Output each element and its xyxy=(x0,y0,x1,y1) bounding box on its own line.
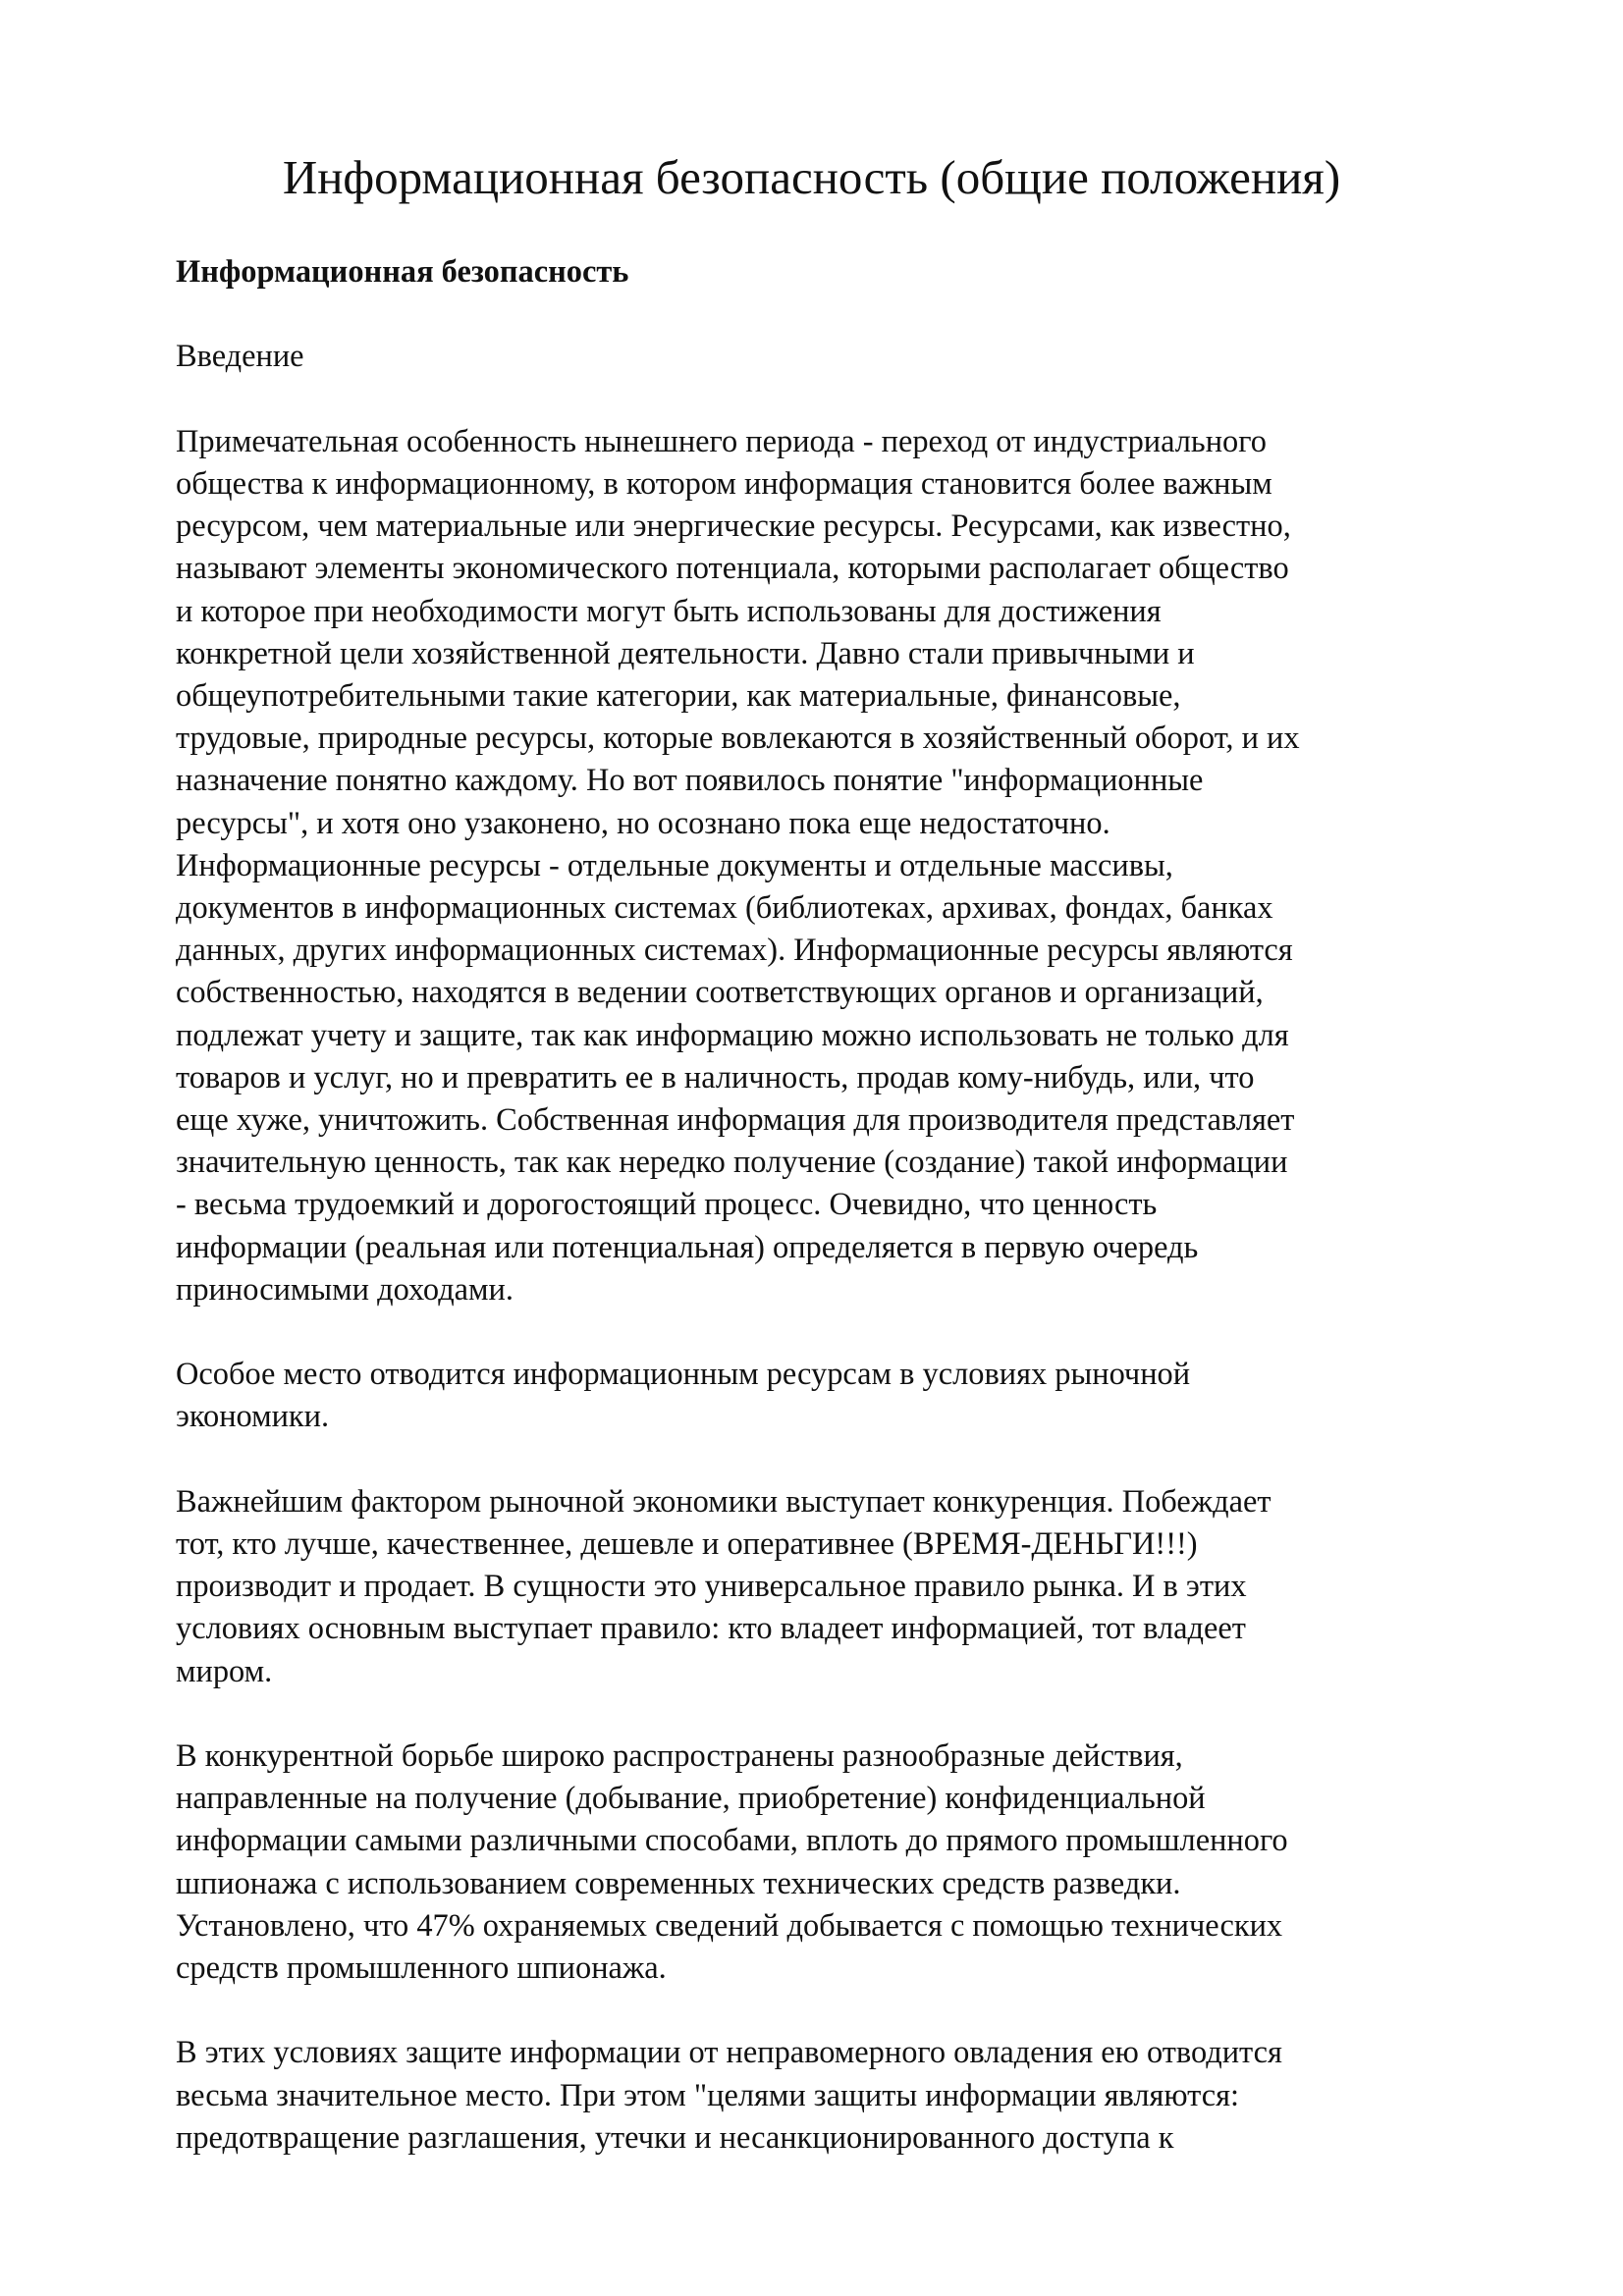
text-line: производит и продает. В сущности это универсальное правило рынка. И в этих xyxy=(176,1569,1247,1605)
text-line: Важнейшим фактором рыночной экономики выступает конкуренция. Побеждает xyxy=(176,1483,1271,1520)
text-line: тот, кто лучше, качественнее, дешевле и оперативнее (ВРЕМЯ-ДЕНЬГИ!!!) xyxy=(176,1526,1198,1563)
paragraph xyxy=(176,1735,1523,1990)
text-line: конкретной цели хозяйственной деятельности. Давно стали привычными и xyxy=(176,635,1195,671)
text-line: - весьма трудоемкий и дорогостоящий процесс. Очевидно, что ценность xyxy=(176,1187,1158,1223)
text-line: В конкурентной борьбе широко распространены разнообразные действия, xyxy=(176,1738,1183,1775)
text-line: Установлено, что 47% охраняемых сведений добывается с помощью технических xyxy=(176,1907,1283,1944)
text-line: трудовые, природные ресурсы, которые вовлекаются в хозяйственный оборот, и их xyxy=(176,721,1300,757)
text-line: данных, других информационных системах). Информационные ресурсы являются xyxy=(176,933,1293,969)
document-title: Информационная безопасность (общие положения) xyxy=(282,150,1341,204)
text-line: значительную ценность, так как нередко получение (создание) такой информации xyxy=(176,1145,1288,1181)
text-line: общеупотребительными такие категории, как материальные, финансовые, xyxy=(176,678,1181,714)
text-line: Примечательная особенность нынешнего периода - переход от индустриального xyxy=(176,423,1267,459)
text-line: предотвращение разглашения, утечки и несанкционированного доступа к xyxy=(176,2119,1174,2156)
text-line: миром. xyxy=(176,1653,273,1689)
text-line: общества к информационному, в котором информация становится более важным xyxy=(176,465,1272,502)
text-line: Особое место отводится информационным ресурсам в условиях рыночной xyxy=(176,1357,1191,1393)
text-line: собственностью, находятся в ведении соответствующих органов и организаций, xyxy=(176,975,1264,1011)
text-line: средств промышленного шпионажа. xyxy=(176,1950,667,1987)
paragraph xyxy=(176,1354,1523,1438)
text-line: документов в информационных системах (библиотеках, архивах, фондах, банках xyxy=(176,890,1273,927)
text-line: подлежат учету и защите, так как информацию можно использовать не только для xyxy=(176,1017,1289,1053)
text-line: ресурсы", и хотя оно узаконено, но осознано пока еще недостаточно. xyxy=(176,805,1110,841)
text-line: весьма значительное место. При этом "целями защиты информации являются: xyxy=(176,2077,1239,2113)
text-line: информации самыми различными способами, вплоть до прямого промышленного xyxy=(176,1823,1288,1859)
paragraphs-container xyxy=(176,421,1523,2160)
text-line: экономики. xyxy=(176,1399,330,1435)
text-line: еще хуже, уничтожить. Собственная информация для производителя представляет xyxy=(176,1102,1295,1139)
text-line: и которое при необходимости могут быть использованы для достижения xyxy=(176,593,1162,629)
text-line: В этих условиях защите информации от неправомерного овладения ею отводится xyxy=(176,2035,1282,2071)
introduction-heading: Введение xyxy=(176,339,304,375)
text-line: назначение понятно каждому. Но вот появилось понятие "информационные xyxy=(176,763,1204,799)
document-body xyxy=(176,251,1523,2202)
text-line: шпионажа с использованием современных технических средств разведки. xyxy=(176,1865,1181,1901)
text-line: ресурсом, чем материальные или энергические ресурсы. Ресурсами, как известно, xyxy=(176,508,1291,545)
text-line: Информационные ресурсы - отдельные документы и отдельные массивы, xyxy=(176,847,1173,883)
paragraph xyxy=(176,2032,1523,2160)
paragraph xyxy=(176,421,1523,1311)
text-line: информации (реальная или потенциальная) определяется в первую очередь xyxy=(176,1229,1199,1265)
text-line: направленные на получение (добывание, приобретение) конфиденциальной xyxy=(176,1781,1206,1817)
text-line: называют элементы экономического потенциала, которыми располагает общество xyxy=(176,551,1289,587)
text-line: условиях основным выступает правило: кто владеет информацией, тот владеет xyxy=(176,1611,1246,1647)
section-heading: Информационная безопасность xyxy=(176,254,629,290)
text-line: товаров и услуг, но и превратить ее в наличность, продав кому-нибудь, или, что xyxy=(176,1059,1255,1095)
text-line: приносимыми доходами. xyxy=(176,1271,514,1308)
paragraph xyxy=(176,1481,1523,1693)
